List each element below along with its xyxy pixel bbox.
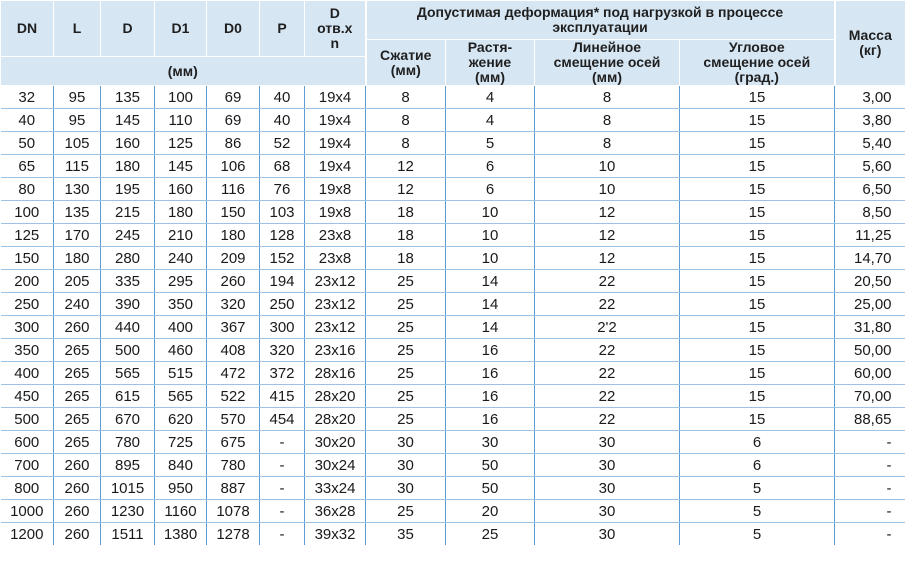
table-cell: 8	[535, 86, 680, 109]
table-cell: 19x4	[305, 109, 366, 132]
table-cell: -	[835, 431, 905, 454]
table-cell: 25	[366, 339, 446, 362]
table-cell: -	[835, 500, 905, 523]
table-cell: 22	[535, 385, 680, 408]
table-cell: 350	[1, 339, 54, 362]
table-cell: 260	[207, 270, 260, 293]
table-cell: 320	[260, 339, 305, 362]
table-cell: 30	[366, 454, 446, 477]
table-cell: 31,80	[835, 316, 905, 339]
table-cell: 8	[535, 109, 680, 132]
table-row	[1, 500, 905, 523]
table-cell: 100	[155, 86, 207, 109]
table-cell: 800	[1, 477, 54, 500]
table-cell: 23x16	[305, 339, 366, 362]
table-cell: 32	[1, 86, 54, 109]
table-cell: 40	[260, 109, 305, 132]
table-cell: 1511	[101, 523, 155, 546]
table-cell: 15	[680, 224, 835, 247]
table-cell: 180	[207, 224, 260, 247]
table-header	[1, 1, 905, 86]
table-cell: 115	[54, 155, 101, 178]
table-cell: 15	[680, 270, 835, 293]
table-cell: 65	[1, 155, 54, 178]
table-cell: 3,00	[835, 86, 905, 109]
table-row	[1, 247, 905, 270]
table-cell: 565	[101, 362, 155, 385]
table-cell: 12	[535, 201, 680, 224]
table-cell: 260	[54, 500, 101, 523]
table-cell: 3,80	[835, 109, 905, 132]
table-cell: 5	[680, 500, 835, 523]
header-l: L	[54, 1, 101, 57]
table-cell: 128	[260, 224, 305, 247]
table-cell: 500	[1, 408, 54, 431]
table-cell: 14	[446, 270, 535, 293]
table-row	[1, 362, 905, 385]
table-cell: 6	[680, 454, 835, 477]
table-cell: 408	[207, 339, 260, 362]
table-cell: 194	[260, 270, 305, 293]
table-cell: 28x20	[305, 385, 366, 408]
table-cell: 8	[366, 86, 446, 109]
table-cell: 39x32	[305, 523, 366, 546]
table-cell: 160	[155, 178, 207, 201]
table-cell: 30	[535, 477, 680, 500]
table-cell: 25	[366, 362, 446, 385]
table-cell: 400	[155, 316, 207, 339]
table-cell: 20,50	[835, 270, 905, 293]
table-cell: -	[835, 454, 905, 477]
table-cell: 215	[101, 201, 155, 224]
table-cell: 400	[1, 362, 54, 385]
table-cell: 245	[101, 224, 155, 247]
table-cell: 14	[446, 316, 535, 339]
table-cell: 6	[446, 155, 535, 178]
table-cell: 5,60	[835, 155, 905, 178]
table-cell: 260	[54, 316, 101, 339]
table-cell: 5,40	[835, 132, 905, 155]
table-cell: 110	[155, 109, 207, 132]
table-cell: 195	[101, 178, 155, 201]
table-cell: 670	[101, 408, 155, 431]
table-row	[1, 224, 905, 247]
table-cell: 200	[1, 270, 54, 293]
table-cell: 300	[260, 316, 305, 339]
table-cell: 15	[680, 293, 835, 316]
table-cell: 69	[207, 86, 260, 109]
table-cell: 8	[535, 132, 680, 155]
table-cell: 522	[207, 385, 260, 408]
table-cell: 28x16	[305, 362, 366, 385]
table-cell: 19x8	[305, 201, 366, 224]
table-cell: 2'2	[535, 316, 680, 339]
table-row	[1, 178, 905, 201]
table-cell: 15	[680, 86, 835, 109]
table-cell: 5	[446, 132, 535, 155]
table-cell: 135	[101, 86, 155, 109]
table-row	[1, 270, 905, 293]
table-cell: -	[835, 477, 905, 500]
table-cell: 12	[366, 155, 446, 178]
table-cell: 125	[1, 224, 54, 247]
table-cell: 10	[535, 178, 680, 201]
table-cell: 30	[535, 523, 680, 546]
table-cell: 265	[54, 339, 101, 362]
table-row	[1, 454, 905, 477]
table-cell: 23x12	[305, 316, 366, 339]
table-cell: 145	[101, 109, 155, 132]
table-cell: 8,50	[835, 201, 905, 224]
table-cell: 367	[207, 316, 260, 339]
table-cell: 515	[155, 362, 207, 385]
table-cell: 260	[54, 477, 101, 500]
table-cell: 19x8	[305, 178, 366, 201]
table-cell: 15	[680, 132, 835, 155]
table-cell: 40	[260, 86, 305, 109]
table-cell: 600	[1, 431, 54, 454]
table-cell: 28x20	[305, 408, 366, 431]
table-cell: 265	[54, 385, 101, 408]
table-cell: 265	[54, 431, 101, 454]
table-cell: 950	[155, 477, 207, 500]
table-cell: 1200	[1, 523, 54, 546]
table-cell: 675	[207, 431, 260, 454]
table-cell: 15	[680, 247, 835, 270]
table-cell: -	[260, 477, 305, 500]
table-cell: 106	[207, 155, 260, 178]
table-cell: 570	[207, 408, 260, 431]
table-cell: 15	[680, 155, 835, 178]
table-cell: 33x24	[305, 477, 366, 500]
table-cell: 15	[680, 109, 835, 132]
table-cell: 1015	[101, 477, 155, 500]
table-cell: 50	[1, 132, 54, 155]
table-cell: 152	[260, 247, 305, 270]
table-cell: 25	[366, 316, 446, 339]
table-cell: 23x12	[305, 270, 366, 293]
table-cell: 16	[446, 385, 535, 408]
table-cell: 415	[260, 385, 305, 408]
table-cell: 19x4	[305, 155, 366, 178]
header-p: P	[260, 1, 305, 57]
table-row	[1, 477, 905, 500]
table-cell: 23x8	[305, 247, 366, 270]
table-cell: 30	[366, 431, 446, 454]
table-cell: 60,00	[835, 362, 905, 385]
table-row	[1, 339, 905, 362]
table-cell: 180	[155, 201, 207, 224]
table-cell: 8	[366, 109, 446, 132]
table-cell: 1380	[155, 523, 207, 546]
table-cell: 12	[535, 247, 680, 270]
table-cell: 18	[366, 247, 446, 270]
table-cell: 103	[260, 201, 305, 224]
table-cell: 12	[366, 178, 446, 201]
header-stretch: Растя- жение (мм)	[446, 40, 535, 86]
table-cell: 68	[260, 155, 305, 178]
table-cell: 15	[680, 316, 835, 339]
table-cell: 16	[446, 408, 535, 431]
header-units-mm: (мм)	[1, 57, 366, 86]
table-cell: 22	[535, 270, 680, 293]
table-cell: 180	[101, 155, 155, 178]
table-cell: 15	[680, 362, 835, 385]
table-cell: 25	[446, 523, 535, 546]
table-row	[1, 155, 905, 178]
table-cell: 116	[207, 178, 260, 201]
table-cell: 95	[54, 109, 101, 132]
table-cell: 10	[446, 247, 535, 270]
table-cell: 40	[1, 109, 54, 132]
table-row	[1, 523, 905, 546]
table-cell: 150	[207, 201, 260, 224]
table-cell: 16	[446, 362, 535, 385]
table-cell: 450	[1, 385, 54, 408]
table-cell: 25	[366, 408, 446, 431]
table-cell: 265	[54, 362, 101, 385]
table-cell: 295	[155, 270, 207, 293]
table-cell: 30	[535, 431, 680, 454]
table-cell: 135	[54, 201, 101, 224]
table-cell: 15	[680, 339, 835, 362]
header-mass: Масса (кг)	[835, 1, 905, 86]
table-cell: 454	[260, 408, 305, 431]
table-cell: 15	[680, 385, 835, 408]
table-cell: 50	[446, 477, 535, 500]
table-cell: -	[260, 431, 305, 454]
header-angular-offset: Угловое смещение осей (град.)	[680, 40, 835, 86]
table-cell: 80	[1, 178, 54, 201]
table-cell: 22	[535, 293, 680, 316]
table-row	[1, 109, 905, 132]
table-cell: 460	[155, 339, 207, 362]
table-cell: 10	[446, 201, 535, 224]
table-cell: 20	[446, 500, 535, 523]
table-cell: -	[260, 500, 305, 523]
table-row	[1, 431, 905, 454]
table-cell: 69	[207, 109, 260, 132]
table-cell: 52	[260, 132, 305, 155]
table-row	[1, 201, 905, 224]
table-cell: 350	[155, 293, 207, 316]
table-cell: 565	[155, 385, 207, 408]
table-cell: 1000	[1, 500, 54, 523]
table-cell: 250	[260, 293, 305, 316]
table-cell: 6	[680, 431, 835, 454]
table-cell: 100	[1, 201, 54, 224]
table-cell: 36x28	[305, 500, 366, 523]
table-cell: 372	[260, 362, 305, 385]
table-cell: 725	[155, 431, 207, 454]
table-cell: 86	[207, 132, 260, 155]
table-cell: 780	[101, 431, 155, 454]
table-cell: 25	[366, 270, 446, 293]
table-cell: 390	[101, 293, 155, 316]
table-row	[1, 408, 905, 431]
table-cell: 23x8	[305, 224, 366, 247]
header-d: D	[101, 1, 155, 57]
table-cell: 22	[535, 362, 680, 385]
table-row	[1, 385, 905, 408]
table-cell: 300	[1, 316, 54, 339]
header-d0: D0	[207, 1, 260, 57]
table-cell: 5	[680, 523, 835, 546]
table-cell: 840	[155, 454, 207, 477]
table-cell: 10	[535, 155, 680, 178]
table-cell: 8	[366, 132, 446, 155]
table-cell: 30x24	[305, 454, 366, 477]
table-cell: 35	[366, 523, 446, 546]
table-cell: 145	[155, 155, 207, 178]
table-cell: 70,00	[835, 385, 905, 408]
table-cell: 615	[101, 385, 155, 408]
table-cell: 1078	[207, 500, 260, 523]
table-cell: 30	[535, 500, 680, 523]
table-cell: 1160	[155, 500, 207, 523]
table-cell: 25	[366, 293, 446, 316]
table-row	[1, 132, 905, 155]
table-cell: 19x4	[305, 86, 366, 109]
table-cell: 240	[54, 293, 101, 316]
table-cell: 50,00	[835, 339, 905, 362]
table-cell: 260	[54, 454, 101, 477]
table-row	[1, 293, 905, 316]
header-compression: Сжатие (мм)	[366, 40, 446, 86]
table-cell: 25	[366, 500, 446, 523]
table-cell: 210	[155, 224, 207, 247]
table-cell: 16	[446, 339, 535, 362]
table-cell: 30	[366, 477, 446, 500]
table-cell: 150	[1, 247, 54, 270]
table-cell: 30x20	[305, 431, 366, 454]
table-cell: 205	[54, 270, 101, 293]
table-cell: 209	[207, 247, 260, 270]
table-cell: 15	[680, 408, 835, 431]
table-cell: 10	[446, 224, 535, 247]
table-row	[1, 316, 905, 339]
table-cell: 440	[101, 316, 155, 339]
table-cell: 18	[366, 224, 446, 247]
table-cell: 130	[54, 178, 101, 201]
table-cell: 472	[207, 362, 260, 385]
table-cell: 88,65	[835, 408, 905, 431]
table-cell: 125	[155, 132, 207, 155]
table-cell: 5	[680, 477, 835, 500]
table-cell: 1230	[101, 500, 155, 523]
table-cell: 18	[366, 201, 446, 224]
table-cell: 12	[535, 224, 680, 247]
table-cell: 95	[54, 86, 101, 109]
table-cell: 23x12	[305, 293, 366, 316]
table-cell: 19x4	[305, 132, 366, 155]
table-cell: 240	[155, 247, 207, 270]
header-linear-offset: Линейное смещение осей (мм)	[535, 40, 680, 86]
header-dn: DN	[1, 1, 54, 57]
table-cell: 50	[446, 454, 535, 477]
table-cell: 160	[101, 132, 155, 155]
header-d1: D1	[155, 1, 207, 57]
table-cell: 30	[446, 431, 535, 454]
table-cell: 180	[54, 247, 101, 270]
table-cell: 25	[366, 385, 446, 408]
header-deformation-group: Допустимая деформация* под нагрузкой в процессе эксплуатации	[366, 1, 835, 40]
table-cell: 500	[101, 339, 155, 362]
table-cell: 22	[535, 339, 680, 362]
table-cell: 335	[101, 270, 155, 293]
table-cell: 780	[207, 454, 260, 477]
table-cell: 260	[54, 523, 101, 546]
table-cell: 22	[535, 408, 680, 431]
table-cell: 15	[680, 178, 835, 201]
table-cell: 1278	[207, 523, 260, 546]
table-cell: 895	[101, 454, 155, 477]
table-cell: 76	[260, 178, 305, 201]
table-cell: -	[260, 523, 305, 546]
table-cell: 280	[101, 247, 155, 270]
table-cell: 170	[54, 224, 101, 247]
header-d-holes: D отв.х n	[305, 1, 366, 57]
table-cell: 14	[446, 293, 535, 316]
table-cell: 620	[155, 408, 207, 431]
table-cell: 887	[207, 477, 260, 500]
table-body	[1, 86, 905, 546]
table-cell: 11,25	[835, 224, 905, 247]
table-cell: 105	[54, 132, 101, 155]
table-cell: 320	[207, 293, 260, 316]
table-cell: 700	[1, 454, 54, 477]
table-cell: 14,70	[835, 247, 905, 270]
table-cell: 30	[535, 454, 680, 477]
table-cell: 4	[446, 109, 535, 132]
table-cell: -	[260, 454, 305, 477]
table-cell: 6	[446, 178, 535, 201]
table-cell: 6,50	[835, 178, 905, 201]
table-cell: 250	[1, 293, 54, 316]
table-cell: 265	[54, 408, 101, 431]
table-cell: 15	[680, 201, 835, 224]
table-cell: -	[886, 525, 892, 543]
table-cell: 4	[446, 86, 535, 109]
table-cell: 25,00	[835, 293, 905, 316]
table-row	[1, 86, 905, 109]
